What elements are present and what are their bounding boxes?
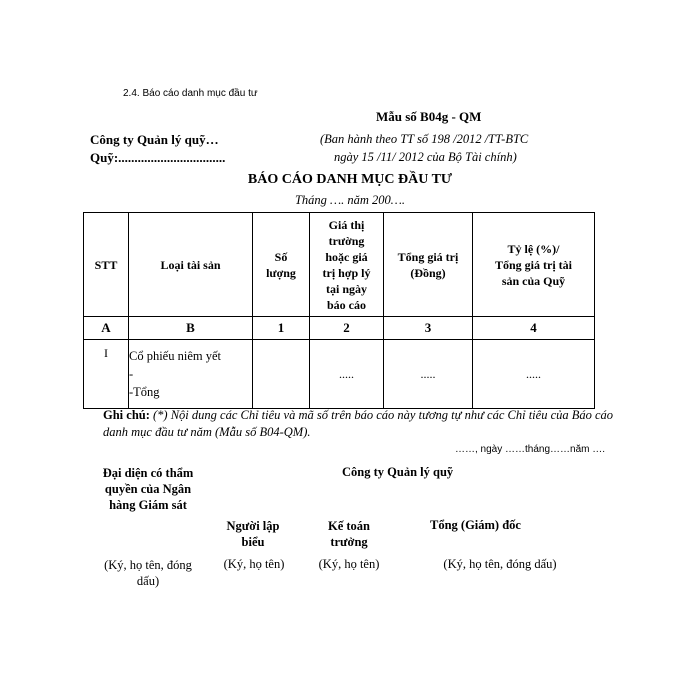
date-line: ……, ngày ……tháng……năm …. (455, 444, 606, 455)
header-asset-type: Loại tài sản (129, 213, 253, 317)
column-code: 4 (473, 317, 595, 340)
note-text: (*) Nội dung các Chỉ tiêu và mã số trên báo cáo này tương tự như các Chỉ tiêu của Báo cáo danh mục đầu tư năm (Mẫu số B04-QM). (103, 408, 614, 439)
row-asset: Cổ phiếu niêm yết - -Tổng (129, 340, 253, 409)
note-label: Ghi chú: (103, 408, 150, 422)
row-quantity (253, 340, 310, 409)
preparer-signature: (Ký, họ tên) (223, 557, 285, 571)
fund-company-label: Công ty Quản lý quỹ (342, 465, 454, 479)
chief-accountant-label: Kế toán trưởng (327, 519, 370, 549)
column-code: B (129, 317, 253, 340)
header-quantity: Số lượng (253, 213, 310, 317)
header-stt: STT (84, 213, 129, 317)
preparer-label: Người lập biểu (226, 519, 280, 549)
report-title: BÁO CÁO DANH MỤC ĐẦU TƯ (247, 172, 453, 187)
portfolio-table (83, 212, 595, 409)
form-code: Mẫu số B04g - QM (376, 109, 482, 124)
row-ratio: ..... (473, 340, 595, 409)
report-period: Tháng …. năm 200…. (294, 193, 406, 207)
table-row (84, 340, 595, 409)
director-label: Tổng (Giám) đốc (430, 518, 521, 532)
section-heading: 2.4. Báo cáo danh mục đầu tư (123, 88, 258, 99)
row-stt: I (84, 340, 129, 409)
column-code: 3 (384, 317, 473, 340)
column-code: 2 (310, 317, 384, 340)
accountant-signature: (Ký, họ tên) (318, 557, 380, 571)
bank-rep-signature: (Ký, họ tên, đóng dấu) (104, 558, 192, 588)
row-market-value: ..... (310, 340, 384, 409)
header-market-value: Giá thị trường hoặc giá trị hợp lý tại ngày báo cáo (310, 213, 384, 317)
row-total-value: ..... (384, 340, 473, 409)
column-code-row (84, 317, 595, 340)
company-label: Công ty Quản lý quỹ… (90, 132, 219, 147)
column-code: A (84, 317, 129, 340)
director-signature: (Ký, họ tên, đóng dấu) (443, 557, 557, 571)
header-ratio: Tỷ lệ (%)/ Tổng giá trị tài sản của Quỹ (473, 213, 595, 317)
column-code: 1 (253, 317, 310, 340)
bank-representative-label: Đại diện có thẩm quyền của Ngân hàng Giám sát (102, 466, 194, 512)
header-total-value: Tổng giá trị (Đồng) (384, 213, 473, 317)
decree-line-2: ngày 15 /11/ 2012 của Bộ Tài chính) (334, 150, 517, 164)
table-header-row (84, 213, 595, 317)
note (103, 407, 623, 441)
decree-line-1: (Ban hành theo TT số 198 /2012 /TT-BTC (320, 132, 529, 146)
fund-label: Quỹ:................................. (90, 150, 226, 165)
